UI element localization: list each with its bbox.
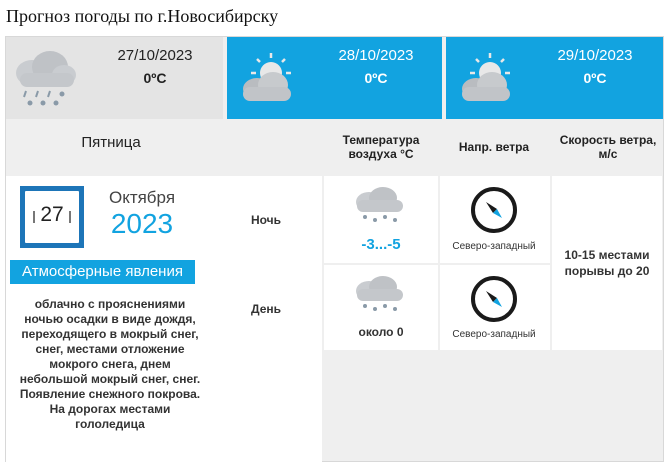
compass-northwest-icon	[469, 274, 519, 324]
page-title: Прогноз погоды по г.Новосибирску	[6, 6, 279, 26]
wind-speed-header: Скорость ветра, м/с	[559, 133, 657, 161]
wind-direction-header: Напр. ветра	[458, 140, 530, 154]
phenomena-title: Атмосферные явления	[10, 260, 195, 284]
snow-cloud-icon	[351, 275, 409, 313]
calendar-year: 2023	[110, 208, 174, 239]
calendar-day: 27	[40, 203, 64, 226]
rain-snow-cloud-icon	[10, 47, 82, 111]
day-date: 27/10/2023	[117, 47, 193, 64]
day-temp: 0ºC	[364, 70, 388, 86]
day-card-2[interactable]	[227, 37, 442, 119]
day-card-1[interactable]	[6, 37, 223, 119]
period-night-label: Ночь	[250, 213, 282, 227]
calendar-month: Октября	[108, 188, 176, 207]
wind-speed-value: 10-15 местами порывы до 20	[564, 248, 650, 278]
calendar-icon	[20, 186, 84, 248]
day-date: 28/10/2023	[338, 47, 414, 64]
phenomena-text: облачно с прояснениями ночью осадки в виде дождя, переходящего в мокрый снег, снег, местами отложение мокрого снега, днем небольшой мокрый снег, снег. Появление снежного покрова. На дорогах местами гололедица	[19, 297, 201, 431]
partly-cloudy-icon	[450, 47, 522, 111]
day-date: 29/10/2023	[557, 47, 633, 64]
night-temperature: -3...-5	[361, 236, 401, 253]
period-day-label: День	[251, 302, 281, 316]
night-wind-direction: Северо-западный	[452, 241, 536, 252]
day-temp: 0ºC	[583, 70, 607, 86]
day-temp: 0ºC	[143, 70, 167, 86]
temperature-header: Температура воздуха °С	[342, 133, 420, 161]
compass-northwest-icon	[469, 185, 519, 235]
partly-cloudy-icon	[231, 47, 303, 111]
day-card-3[interactable]	[446, 37, 663, 119]
day-wind-direction: Северо-западный	[452, 329, 536, 340]
weekday-label: Пятница	[81, 134, 141, 151]
day-temperature: около 0	[358, 325, 404, 339]
snow-cloud-icon	[351, 186, 409, 224]
